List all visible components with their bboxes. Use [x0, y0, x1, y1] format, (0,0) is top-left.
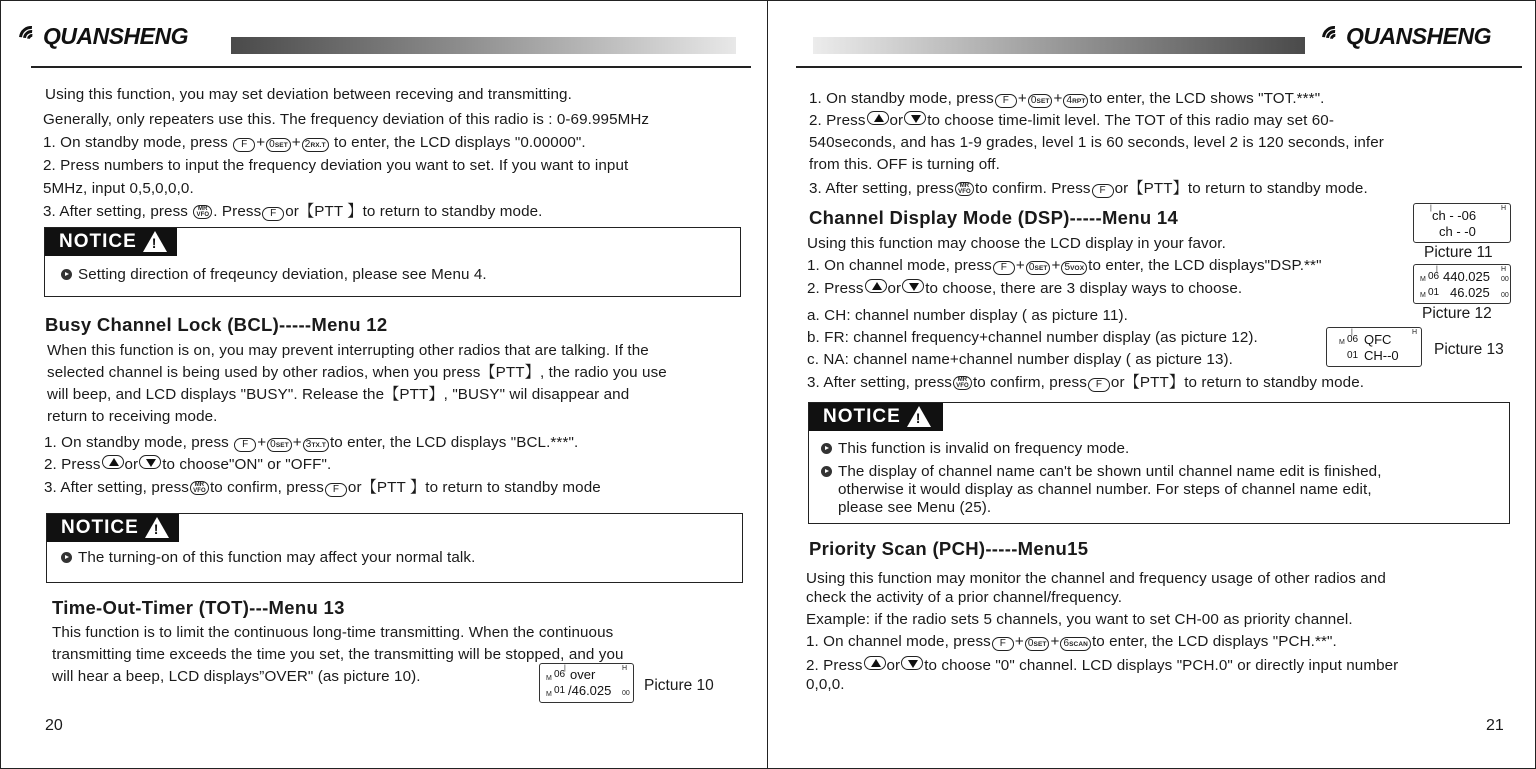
step-text: to return to standby mode.	[1187, 180, 1368, 197]
step-text: to enter, the LCD displays"DSP.**"	[1088, 257, 1322, 274]
lcd-h: H	[1412, 329, 1418, 336]
picture-10-label: Picture 10	[644, 677, 714, 694]
mr-vfo-key-icon: MR VFO	[955, 182, 974, 196]
ptt-key-label: 【PTT】	[1128, 180, 1188, 197]
lcd-h: H	[1501, 205, 1507, 212]
key-sub: SET	[274, 142, 288, 149]
step-text: or	[889, 112, 904, 129]
tot-desc-1: This function is to limit the continuous long-time transmitting. When the continuous	[52, 624, 614, 641]
lcd-tick: |	[1436, 266, 1438, 273]
down-arrow-key-icon	[901, 656, 923, 670]
key-sub: SET	[1034, 265, 1048, 272]
key-digit: 5	[1064, 262, 1071, 273]
set-key-icon	[1025, 637, 1050, 651]
key-digit: 3	[305, 439, 312, 450]
lcd-line2: ch - -0	[1439, 224, 1476, 239]
tot-step-2	[809, 111, 1334, 131]
warning-triangle-icon	[907, 406, 931, 428]
step-text: to enter, the LCD shows "TOT.***".	[1089, 90, 1325, 107]
page-number: 20	[45, 717, 63, 734]
notice-title: NOTICE	[823, 406, 901, 427]
dsp-desc: Using this function may choose the LCD display in your favor.	[807, 235, 1226, 252]
bullet-icon	[61, 269, 72, 280]
f-key-icon: F	[325, 483, 347, 497]
key-sub: SCAN	[1069, 641, 1088, 648]
brand-logo	[1322, 23, 1491, 50]
rpt-key-icon	[1063, 94, 1088, 108]
step-text: to enter, the LCD displays "0.00000".	[334, 134, 586, 151]
ptt-key-label: 【PTT 】	[361, 479, 426, 496]
warning-triangle-icon	[145, 517, 169, 539]
lcd-sub: 00	[622, 690, 630, 697]
bcl-step-3	[44, 478, 601, 498]
lcd-m: M	[1339, 339, 1345, 346]
lcd-line1: QFC	[1364, 332, 1392, 347]
lcd-picture-10	[539, 663, 634, 703]
picture-12-label: Picture 12	[1422, 305, 1492, 322]
lcd-m: M	[546, 675, 552, 682]
lcd-line2: CH--0	[1364, 348, 1399, 363]
lcd-picture-12	[1413, 264, 1511, 304]
lcd-line1: ch - -06	[1432, 208, 1477, 223]
offset-step-1: 1. On standby mode, press F + 0SET + 2RX.T to enter, the LCD displays "0.00000".	[43, 134, 586, 151]
bcl-desc-1: When this function is on, you may prevent interrupting other radios that are talking. If the	[47, 342, 649, 359]
lcd-ch: 01	[1347, 350, 1359, 361]
lcd-ch: 06	[1428, 271, 1440, 282]
key-digit: 6	[1063, 638, 1070, 649]
lcd-m: M	[546, 691, 552, 698]
offset-step-3	[43, 202, 542, 222]
mr-vfo-key-icon: MR VFO	[193, 205, 212, 219]
key-digit: 4	[1066, 95, 1073, 106]
notice-tab	[47, 514, 179, 542]
tot-step-2-line-3: from this. OFF is turning off.	[809, 156, 1000, 173]
bcl-step-1: 1. On standby mode, press F + 0SET + 3TX.T to enter, the LCD displays "BCL.***".	[44, 434, 579, 451]
pch-step-2	[806, 656, 1398, 676]
key-digit: 0	[1030, 95, 1037, 106]
dsp-option-b: b. FR: channel frequency+channel number display (as picture 12).	[807, 329, 1258, 346]
step-text: to return to standby mode.	[1184, 374, 1365, 391]
dsp-step-1: 1. On channel mode, press F + 0SET + 5VOX to enter, the LCD displays"DSP.**"	[807, 257, 1322, 274]
lcd-line2: /46.025	[568, 683, 612, 698]
notice-text: The turning-on of this function may affect your normal talk.	[78, 549, 476, 566]
intro-line-2: Generally, only repeaters use this. The frequency deviation of this radio is : 0-69.995MHz	[43, 111, 650, 128]
header-gradient-bar	[813, 37, 1305, 54]
rxt-key-icon	[302, 138, 329, 152]
step-text: or	[886, 657, 901, 674]
lcd-picture-13	[1326, 327, 1422, 367]
lcd-h: H	[1501, 266, 1507, 273]
key-digit: 0	[1028, 262, 1035, 273]
right-page	[767, 0, 1536, 769]
notice-item	[61, 548, 475, 568]
lcd-line1: over	[570, 667, 596, 682]
pch-step-1: 1. On channel mode, press F + 0SET + 6SCAN to enter, the LCD displays "PCH.**".	[806, 633, 1337, 650]
f-key-icon: F	[993, 261, 1015, 275]
step-text: 3. After setting, press	[44, 479, 189, 496]
notice-item	[821, 462, 1382, 482]
logo-text: QUANSHENG	[43, 23, 189, 49]
lcd-ch: 06	[554, 669, 566, 680]
dsp-option-c: c. NA: channel name+channel number display ( as picture 13).	[807, 351, 1233, 368]
pch-desc-2: check the activity of a prior channel/frequency.	[806, 589, 1123, 606]
lcd-sub: 00	[1501, 276, 1509, 283]
step-text: 3. After setting, press	[809, 180, 954, 197]
f-key-icon: F	[992, 637, 1014, 651]
ptt-key-label: 【PTT】	[1124, 374, 1185, 391]
pch-example: Example: if the radio sets 5 channels, you want to set CH-00 as priority channel.	[806, 611, 1353, 628]
tot-step-3	[809, 179, 1368, 199]
picture-11-label: Picture 11	[1424, 244, 1493, 261]
step-text: . Press	[213, 203, 262, 220]
ptt-key-label: 【PTT 】	[298, 203, 363, 220]
set-key-icon	[266, 138, 291, 152]
down-arrow-key-icon	[139, 455, 161, 469]
f-key-icon: F	[233, 138, 255, 152]
notice-item	[821, 439, 1129, 459]
step-text: or	[347, 479, 362, 496]
lcd-sub: 00	[1501, 292, 1509, 299]
step-text: to confirm, press	[972, 374, 1087, 391]
logo-text: QUANSHENG	[1346, 23, 1492, 49]
txt-key-icon	[303, 438, 329, 452]
radio-waves-icon	[1322, 24, 1344, 50]
notice-text: Setting direction of freqeuncy deviation, please see Menu 4.	[78, 266, 487, 283]
tot-desc-2: transmitting time exceeds the time you set, the transmitting will be stopped, and you	[52, 646, 624, 663]
key-digit: 0	[270, 439, 276, 450]
notice-tab	[809, 403, 943, 431]
f-key-icon: F	[1092, 184, 1114, 198]
header-gradient-bar	[231, 37, 736, 54]
step-text: or	[1114, 180, 1129, 197]
bcl-desc-4: return to receiving mode.	[47, 408, 218, 425]
lcd-line2: 46.025	[1450, 285, 1490, 300]
notice-box-bcl	[46, 513, 743, 583]
key-sub: RPT	[1072, 98, 1086, 105]
scan-key-icon	[1060, 637, 1091, 651]
lcd-picture-11	[1413, 203, 1511, 243]
set-key-icon	[1026, 261, 1051, 275]
lcd-m: M	[1420, 292, 1426, 299]
f-key-icon: F	[1088, 378, 1110, 392]
key-sub: RX.T	[310, 142, 326, 149]
page-number: 21	[1486, 717, 1504, 734]
step-text: to choose, there are 3 display ways to choose.	[925, 280, 1243, 297]
up-arrow-key-icon	[865, 279, 887, 293]
key-sub: VOX	[1070, 265, 1085, 272]
tot-step-2-line-2: 540seconds, and has 1-9 grades, level 1 is 60 seconds, level 2 is 120 seconds, infer	[809, 134, 1384, 151]
pch-heading: Priority Scan (PCH)-----Menu15	[809, 538, 1089, 559]
bcl-heading: Busy Channel Lock (BCL)-----Menu 12	[45, 314, 388, 335]
down-arrow-key-icon	[904, 111, 926, 125]
lcd-m: M	[1420, 276, 1426, 283]
key-digit: 0	[1027, 638, 1034, 649]
set-key-icon	[267, 438, 292, 452]
key-digit: 0	[269, 139, 275, 150]
lcd-h: H	[622, 665, 628, 672]
bullet-icon	[821, 466, 832, 477]
step-text: to choose"ON" or "OFF".	[162, 456, 332, 473]
step-text: to choose "0" channel. LCD displays "PCH.0" or directly input number	[924, 657, 1399, 674]
key-sub: SET	[1033, 641, 1047, 648]
bcl-desc-3: will beep, and LCD displays "BUSY". Release the【PTT】, "BUSY" wil disappear and	[47, 386, 630, 403]
lcd-ch: 06	[1347, 334, 1359, 345]
key-sub: TX.T	[311, 442, 326, 449]
step-text: or	[124, 456, 139, 473]
step-text: 1. On standby mode, press	[809, 90, 994, 107]
intro-line-1: Using this function, you may set deviation between receving and transmitting.	[45, 86, 572, 103]
bullet-icon	[61, 552, 72, 563]
dsp-option-a: a. CH: channel number display ( as picture 11).	[807, 307, 1128, 324]
step-text: 2. Press	[44, 456, 101, 473]
header-rule	[31, 66, 751, 68]
dsp-step-2	[807, 279, 1242, 299]
down-arrow-key-icon	[902, 279, 924, 293]
step-text: to confirm. Press	[974, 180, 1091, 197]
offset-step-2a: 2. Press numbers to input the frequency deviation you want to set. If you want to input	[43, 157, 629, 174]
step-text: 3. After setting, press	[807, 374, 952, 391]
set-key-icon	[1028, 94, 1053, 108]
notice-text: The display of channel name can't be shown until channel name edit is finished,	[838, 463, 1382, 480]
up-arrow-key-icon	[102, 455, 124, 469]
step-text: to return to standby mode	[425, 479, 601, 496]
lcd-tick: |	[1351, 329, 1353, 336]
step-text: to choose time-limit level. The TOT of this radio may set 60-	[927, 112, 1334, 129]
step-text: to enter, the LCD displays "BCL.***".	[329, 434, 579, 451]
notice-box-offset	[44, 227, 741, 297]
notice-item	[61, 265, 487, 285]
notice-text-cont: please see Menu (25).	[838, 499, 992, 516]
step-text: to enter, the LCD displays "PCH.**".	[1091, 633, 1337, 650]
f-key-icon: F	[234, 438, 256, 452]
step-text: 1. On standby mode, press	[44, 434, 229, 451]
lcd-tick: |	[564, 665, 566, 672]
lcd-ch: 01	[554, 685, 566, 696]
notice-text: This function is invalid on frequency mode.	[838, 440, 1130, 457]
key-digit: 2	[304, 139, 311, 150]
mr-vfo-key-icon: MR VFO	[190, 481, 209, 495]
picture-13-label: Picture 13	[1434, 341, 1504, 358]
f-key-icon: F	[995, 94, 1017, 108]
notice-tab	[45, 228, 177, 256]
lcd-line1: 440.025	[1443, 269, 1490, 284]
step-text: 1. On channel mode, press	[806, 633, 991, 650]
pch-step-2-line-2: 0,0,0.	[806, 676, 845, 693]
bcl-desc-2: selected channel is being used by other radios, when you press【PTT】, the radio you use	[47, 364, 667, 381]
notice-title: NOTICE	[59, 231, 137, 252]
warning-triangle-icon	[143, 231, 167, 253]
lcd-ch: 01	[1428, 287, 1440, 298]
offset-step-2b: 5MHz, input 0,5,0,0,0.	[43, 180, 194, 197]
dsp-step-3	[807, 373, 1364, 393]
bcl-step-2	[44, 455, 331, 475]
radio-waves-icon	[19, 24, 41, 50]
notice-title: NOTICE	[61, 517, 139, 538]
brand-logo	[19, 23, 188, 50]
tot-heading: Time-Out-Timer (TOT)---Menu 13	[52, 597, 345, 618]
step-text: or	[887, 280, 902, 297]
step-text: 1. On standby mode, press	[43, 134, 228, 151]
step-text: or	[285, 203, 299, 220]
mr-vfo-key-icon: MR VFO	[953, 376, 972, 390]
up-arrow-key-icon	[867, 111, 889, 125]
header-rule	[796, 66, 1522, 68]
notice-text-cont: otherwise it would display as channel number. For steps of channel name edit,	[838, 481, 1372, 498]
tot-step-1: 1. On standby mode, press F + 0SET + 4RPT to enter, the LCD shows "TOT.***".	[809, 90, 1325, 107]
step-text: 3. After setting, press	[43, 203, 188, 220]
bullet-icon	[821, 443, 832, 454]
lcd-tick: |	[1430, 205, 1432, 212]
step-text: 1. On channel mode, press	[807, 257, 992, 274]
step-text: to return to standby mode.	[362, 203, 543, 220]
pch-desc-1: Using this function may monitor the channel and frequency usage of other radios and	[806, 570, 1386, 587]
f-key-icon: F	[262, 207, 284, 221]
tot-desc-3: will hear a beep, LCD displays”OVER" (as picture 10).	[52, 668, 421, 685]
key-sub: SET	[1036, 98, 1050, 105]
step-text: or	[1110, 374, 1125, 391]
step-text: 2. Press	[806, 657, 863, 674]
step-text: 2. Press	[809, 112, 866, 129]
vox-key-icon	[1061, 261, 1087, 275]
up-arrow-key-icon	[864, 656, 886, 670]
step-text: to confirm, press	[209, 479, 324, 496]
key-sub: SET	[275, 442, 289, 449]
dsp-heading: Channel Display Mode (DSP)-----Menu 14	[809, 207, 1179, 228]
step-text: 2. Press	[807, 280, 864, 297]
notice-box-dsp	[808, 402, 1510, 524]
